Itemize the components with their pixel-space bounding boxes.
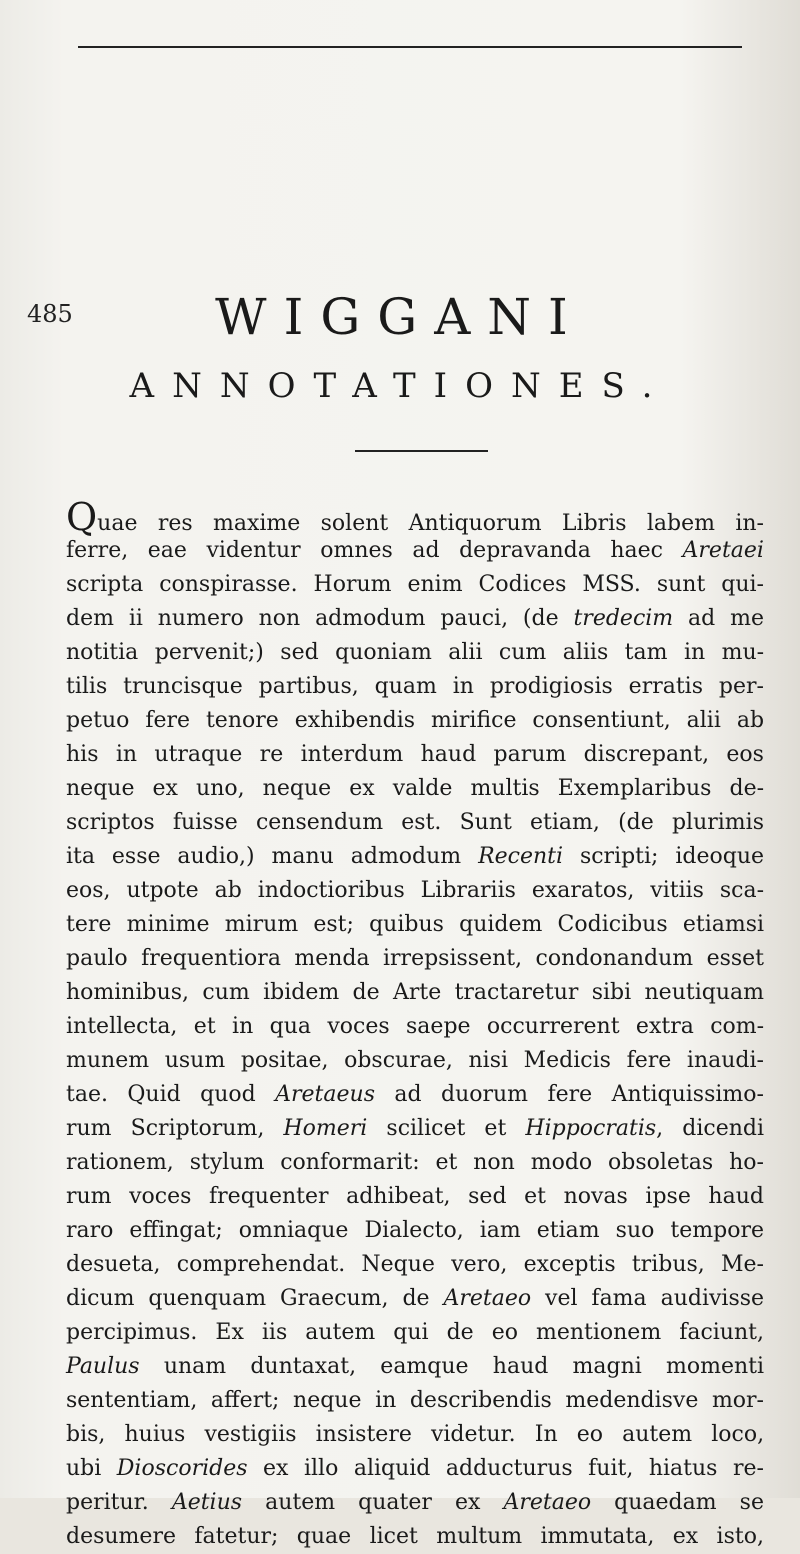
text-line: raro effingat; omniaque Dialecto, iam etiam suo tempore: [66, 1218, 764, 1243]
text-line: hominibus, cum ibidem de Arte tractaretur sibi neutiquam: [66, 980, 764, 1005]
text-line: ferre, eae videntur omnes ad depravanda haec Aretaei: [66, 538, 764, 563]
text-line: tilis truncisque partibus, quam in prodigiosis erratis per-: [66, 674, 764, 699]
text-line: scripta conspirasse. Horum enim Codices MSS. sunt qui-: [66, 572, 764, 597]
text-line: tere minime mirum est; quibus quidem Codicibus etiamsi: [66, 912, 765, 937]
text-line: bis, huius vestigiis insistere videtur. In eo autem loco,: [66, 1422, 765, 1447]
text-line: ita esse audio,) manu admodum Recenti scripti; ideoque: [66, 844, 765, 869]
text-line: neque ex uno, neque ex valde multis Exemplaribus de-: [66, 776, 765, 801]
text-line: notitia pervenit;) sed quoniam alii cum aliis tam in mu-: [66, 640, 765, 665]
text-line: scriptos fuisse censendum est. Sunt etiam, (de plurimis: [66, 810, 764, 835]
page-title: WIGGANI: [215, 288, 585, 346]
text-line: tae. Quid quod Aretaeus ad duorum fere Antiquissimo-: [66, 1082, 764, 1107]
text-line: rum voces frequenter adhibeat, sed et novas ipse haud: [66, 1184, 764, 1209]
header-rule: [78, 46, 742, 48]
text-line: munem usum positae, obscurae, nisi Medicis fere inaudi-: [66, 1048, 764, 1073]
text-line: his in utraque re interdum haud parum discrepant, eos: [66, 742, 764, 767]
text-line: peritur. Aetius autem quater ex Aretaeo quaedam se: [66, 1490, 764, 1515]
text-line: rum Scriptorum, Homeri scilicet et Hippocratis, dicendi: [66, 1116, 765, 1141]
text-line: dicum quenquam Graecum, de Aretaeo vel fama audivisse: [66, 1286, 765, 1311]
text-line: ubi Dioscorides ex illo aliquid adducturus fuit, hiatus re-: [66, 1456, 764, 1481]
text-line: Quae res maxime solent Antiquorum Libris labem in-: [66, 495, 764, 539]
title-rule: [355, 450, 488, 452]
text-line: intellecta, et in qua voces saepe occurrerent extra com-: [66, 1014, 765, 1039]
text-line: sententiam, affert; neque in describendis medendisve mor-: [66, 1388, 764, 1413]
text-line: dem ii numero non admodum pauci, (de tredecim ad me: [66, 606, 764, 631]
text-line: desumere fatetur; quae licet multum immutata, ex isto,: [66, 1524, 764, 1549]
body-text: [66, 495, 765, 1554]
text-line: paulo frequentiora menda irrepsissent, condonandum esset: [66, 946, 765, 971]
text-line: eos, utpote ab indoctioribus Librariis exaratos, vitiis sca-: [66, 878, 765, 903]
margin-page-number: 485: [27, 300, 73, 328]
page-subtitle: ANNOTATIONES.: [129, 366, 671, 406]
text-line: rationem, stylum conformarit: et non modo obsoletas ho-: [66, 1150, 764, 1175]
text-line: petuo fere tenore exhibendis mirifice consentiunt, alii ab: [66, 708, 765, 733]
text-line: desueta, comprehendat. Neque vero, exceptis tribus, Me-: [66, 1252, 764, 1277]
text-line: percipimus. Ex iis autem qui de eo mentionem faciunt,: [66, 1320, 764, 1345]
text-line: Paulus unam duntaxat, eamque haud magni momenti: [66, 1354, 765, 1379]
drop-cap: Q: [66, 495, 98, 539]
